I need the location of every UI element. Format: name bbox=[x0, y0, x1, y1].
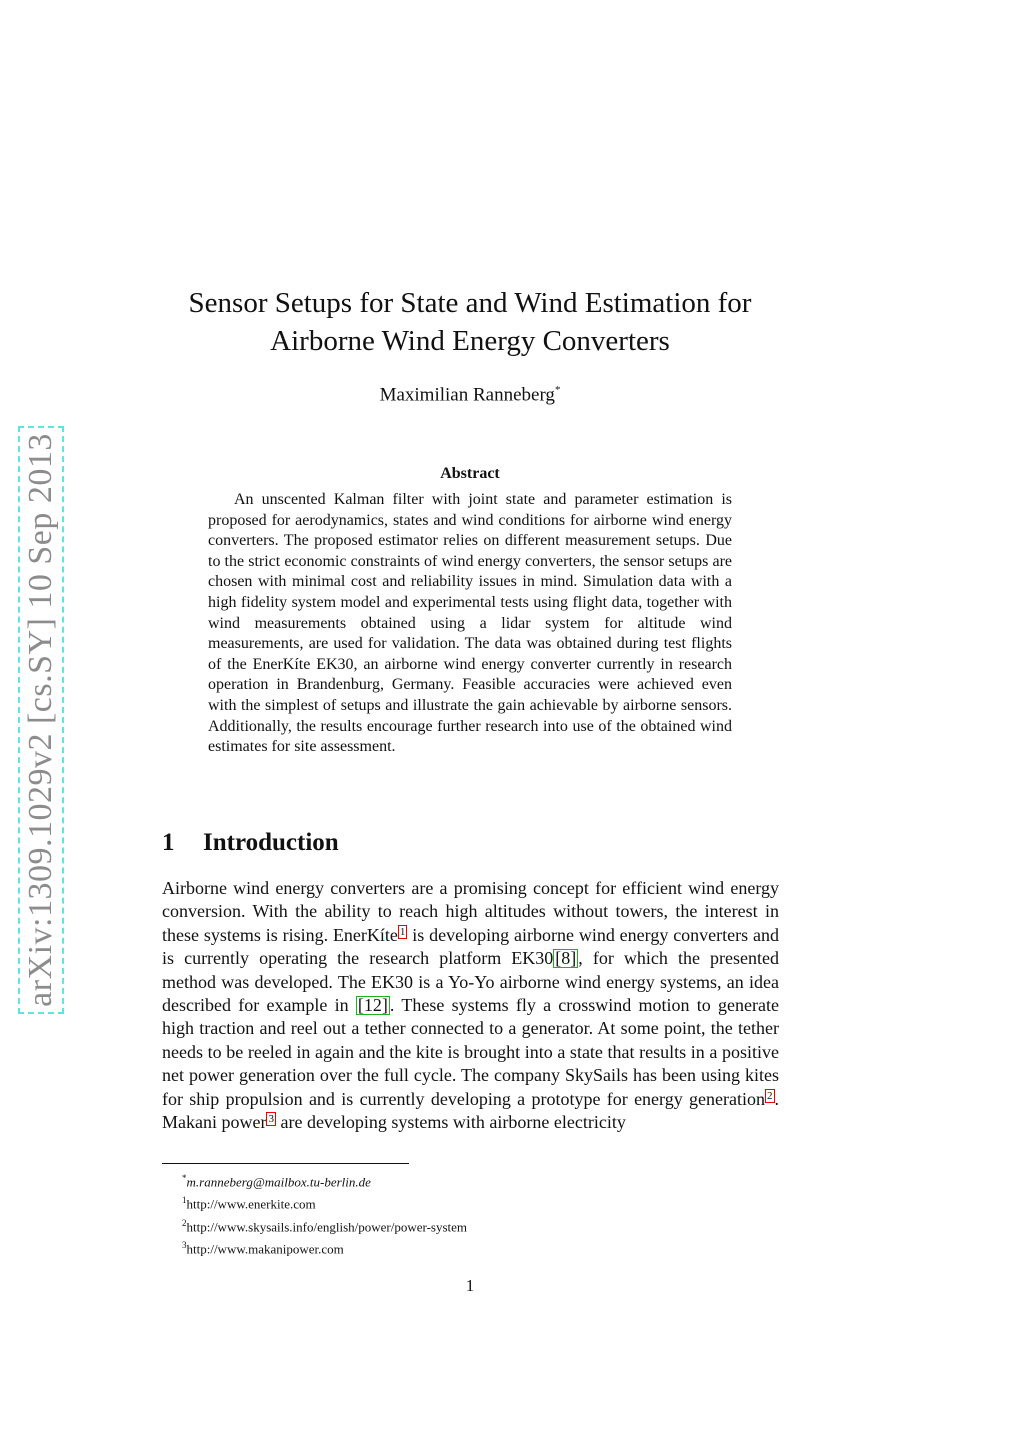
author-email[interactable]: m.ranneberg@mailbox.tu-berlin.de bbox=[186, 1174, 371, 1190]
intro-text-1: Airborne wind energy converters are a promising concept for efficient wind energy conversion. With the ability to reach high altitudes without towers, the interest in these systems is rising. EnerKíte bbox=[162, 878, 779, 945]
footnote-link-3[interactable]: 3 bbox=[268, 1113, 274, 1126]
arxiv-identifier: arXiv:1309.1029v2 [cs.SY] 10 Sep 2013 bbox=[22, 433, 60, 1007]
title-line-1: Sensor Setups for State and Wind Estimation for bbox=[188, 287, 752, 319]
intro-text-5: . Makani power bbox=[162, 1088, 779, 1133]
footnote-url-skysails[interactable]: http://www.skysails.info/english/power/power-system bbox=[186, 1218, 468, 1234]
footnote-divider bbox=[162, 1163, 409, 1164]
paper-title bbox=[160, 284, 780, 360]
intro-text-6: are developing systems with airborne electricity bbox=[275, 1112, 626, 1133]
arxiv-sidebar-stamp[interactable] bbox=[18, 426, 64, 1014]
title-line-2: Airborne Wind Energy Converters bbox=[270, 325, 670, 357]
footnote-1: $^1$http://www.enerkite.com bbox=[182, 1195, 316, 1212]
intro-text-4: . These systems fly a crosswind motion to generate high traction and reel out a tether connected to a generator. At some point, the tether needs to be reeled in again and the kite is brought into a state that results in a positive net power generation over the full cycle. The company SkySails has been using kites for ship propulsion and is currently developing a prototype for energy generation bbox=[162, 995, 779, 1109]
author-footnote-mark[interactable]: * bbox=[554, 384, 561, 396]
page-number: 1 bbox=[465, 1276, 475, 1295]
footnote-link-1[interactable]: 1 bbox=[399, 925, 406, 938]
intro-text-2: is developing airborne wind energy converters and is currently operating the research platform EK30 bbox=[162, 924, 780, 969]
citation-link-8[interactable]: [8] bbox=[555, 948, 577, 969]
footnote-url-makani[interactable]: http://www.makanipower.com bbox=[186, 1241, 344, 1257]
footnote-url-enerkite[interactable]: http://www.enerkite.com bbox=[186, 1196, 316, 1212]
author-line bbox=[160, 384, 780, 406]
section-title: Introduction bbox=[203, 829, 339, 856]
footnote-3: $^3$http://www.makanipower.com bbox=[182, 1239, 344, 1257]
section-heading bbox=[162, 829, 339, 857]
footnotes bbox=[182, 1169, 467, 1258]
footnote-link-2[interactable]: 2 bbox=[767, 1089, 773, 1102]
section-number: 1 bbox=[162, 829, 175, 856]
abstract-text: An unscented Kalman filter with joint state and parameter estimation is proposed for aerodynamics, states and wind conditions for airborne wind energy converters. The proposed estimator relies on different measurement setups. Due to the strict economic constraints of wind energy converters, the sensor setups are chosen with minimal cost and reliability issues in mind. Simulation data with a high fidelity system model and experimental tests using flight data, together with wind measurements obtained using a lidar system for altitude wind measurements, are used for validation. The data was obtained during test flights of the EnerKíte EK30, an airborne wind energy converter currently in research operation in Brandenburg, Germany. Feasible accuracies were achieved even with the simplest of setups and illustrate the gain achievable by airborne sensors. Additionally, the results encourage further research into use of the obtained wind estimates for site assessment. bbox=[208, 491, 732, 756]
footnote-2: $^2$http://www.skysails.info/english/power/power-system bbox=[182, 1217, 468, 1234]
author-name: Maximilian Ranneberg bbox=[379, 384, 555, 406]
introduction-paragraph bbox=[162, 877, 779, 1134]
citation-link-12[interactable]: [12] bbox=[357, 995, 388, 1016]
intro-text-3: , for which the presented method was developed. The EK30 is a Yo-Yo airborne wind energy systems, an idea described for example in bbox=[162, 948, 779, 1016]
footnote-author-email: *m.ranneberg@mailbox.tu-berlin.de bbox=[182, 1173, 371, 1190]
abstract-heading: Abstract bbox=[440, 465, 500, 482]
